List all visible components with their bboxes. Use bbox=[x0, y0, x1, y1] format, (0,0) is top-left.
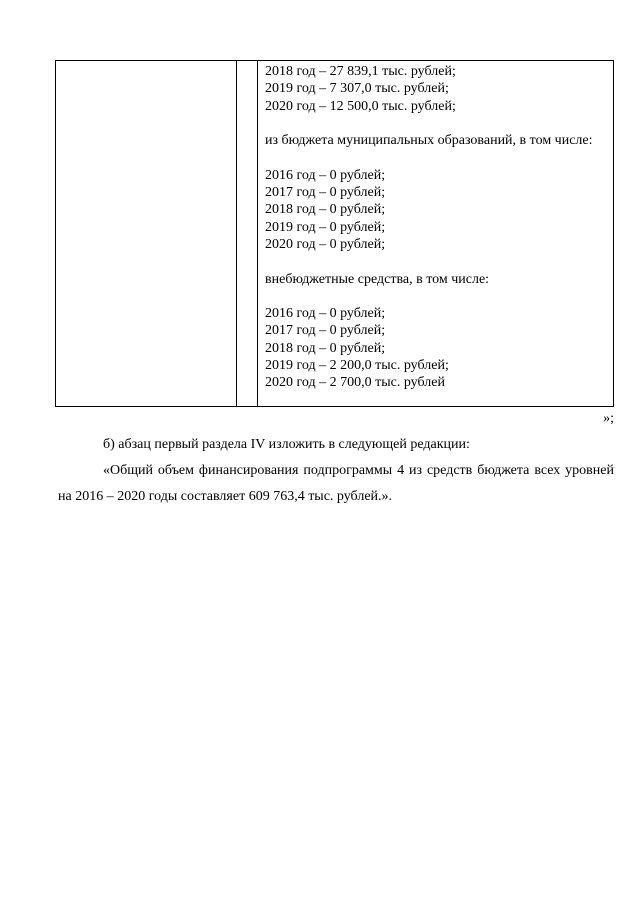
municipal-budget-line: 2018 год – 0 рублей; bbox=[265, 202, 386, 218]
extrabudgetary-line: 2016 год – 0 рублей; bbox=[265, 306, 386, 322]
municipal-budget-line: 2020 год – 0 рублей; bbox=[265, 236, 386, 252]
blank-line bbox=[265, 149, 610, 166]
amendment-paragraph-b: б) абзац первый раздела IV изложить в следующей редакции: bbox=[103, 437, 470, 452]
regional-budget-line: 2019 год – 7 307,0 тыс. рублей; bbox=[265, 81, 449, 97]
closing-quote-mark: »; bbox=[603, 411, 614, 426]
blank-line bbox=[265, 288, 610, 305]
extrabudgetary-heading: внебюджетные средства, в том числе: bbox=[265, 271, 490, 287]
table-column-divider bbox=[236, 61, 237, 406]
extrabudgetary-line: 2018 год – 0 рублей; bbox=[265, 340, 386, 356]
extrabudgetary-line: 2019 год – 2 200,0 тыс. рублей; bbox=[265, 358, 449, 374]
funding-table bbox=[55, 60, 614, 407]
regional-budget-line: 2020 год – 12 500,0 тыс. рублей; bbox=[265, 98, 456, 114]
blank-line bbox=[265, 253, 610, 270]
funding-details-cell bbox=[265, 63, 610, 392]
municipal-budget-line: 2019 год – 0 рублей; bbox=[265, 219, 386, 235]
municipal-budget-heading: из бюджета муниципальных образований, в том числе: bbox=[265, 133, 593, 149]
regional-budget-line: 2018 год – 27 839,1 тыс. рублей; bbox=[265, 64, 456, 79]
municipal-budget-line: 2016 год – 0 рублей; bbox=[265, 167, 386, 183]
table-column-divider bbox=[257, 61, 258, 406]
extrabudgetary-line: 2020 год – 2 700,0 тыс. рублей bbox=[265, 375, 445, 391]
municipal-budget-line: 2017 год – 0 рублей; bbox=[265, 185, 386, 201]
amendment-quoted-text: «Общий объем финансирования подпрограммы 4 из средств бюджета всех уровней на 2016 – 2020 годы составляет 609 763,4 тыс. рублей.». bbox=[58, 463, 614, 504]
extrabudgetary-line: 2017 год – 0 рублей; bbox=[265, 323, 386, 339]
blank-line bbox=[265, 115, 610, 132]
